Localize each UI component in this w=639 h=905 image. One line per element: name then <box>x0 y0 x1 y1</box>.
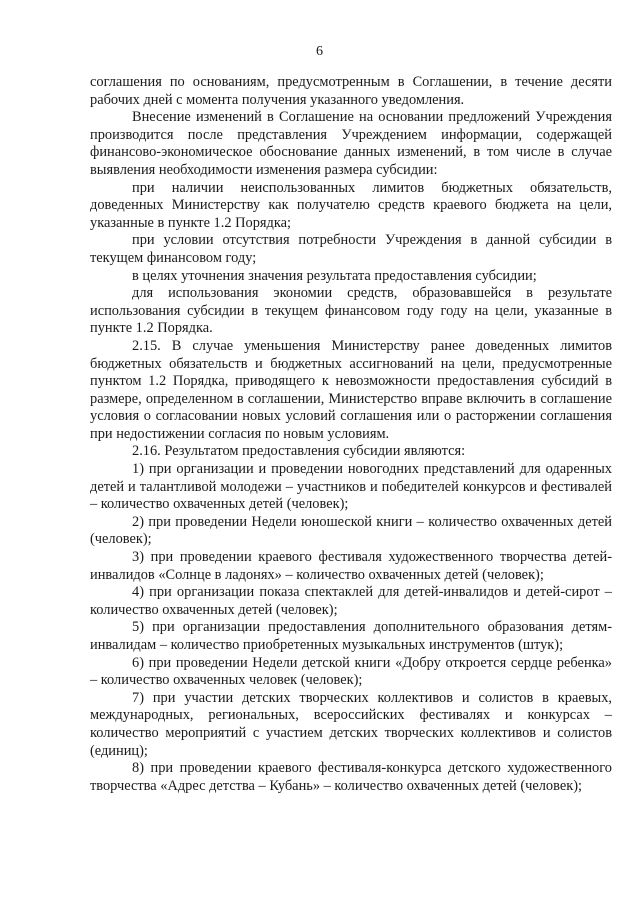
paragraph-continuation: соглашения по основаниям, предусмотренным в Соглашении, в течение десяти рабочих дней с момента получения указанного уведомления. <box>90 74 612 108</box>
list-item-result-4: 4) при организации показа спектаклей для детей-инвалидов и детей-сирот – количество охваченных детей (человек); <box>90 584 612 618</box>
paragraph-clause-2-16: 2.16. Результатом предоставления субсидии являются: <box>132 443 466 460</box>
paragraph-clause-2-15: 2.15. В случае уменьшения Министерству ранее доведенных лимитов бюджетных обязательств и бюджетных ассигнований на цели, предусмотренные пунктом 1.2 Порядка, приводящего к невозможности предоставления субсидий в размере, определенном в соглашении, Министерство вправе включить в соглашение условия о согласовании новых условий соглашения или о расторжении соглашения при недостижении согласия по новым условиям. <box>90 337 612 442</box>
page-number: 6 <box>316 44 323 59</box>
list-item-result-3: 3) при проведении краевого фестиваля художественного творчества детей-инвалидов «Солнце в ладонях» – количество охваченных детей (человек); <box>90 549 612 583</box>
paragraph-no-need: при условии отсутствия потребности Учреждения в данной субсидии в текущем финансовом году; <box>90 232 612 266</box>
list-item-result-1: 1) при организации и проведении новогодних представлений для одаренных детей и талантливой молодежи – участников и победителей конкурсов и фестивалей – количество охваченных детей (человек); <box>90 461 612 513</box>
paragraph-savings: для использования экономии средств, образовавшейся в результате использования субсидии в текущем финансовом году году на цели, указанные в пункте 1.2 Порядка. <box>90 285 612 337</box>
list-item-result-2: 2) при проведении Недели юношеской книги – количество охваченных детей (человек); <box>90 513 612 548</box>
list-item-result-5: 5) при организации предоставления дополнительного образования детям-инвалидам – количество приобретенных музыкальных инструментов (штук); <box>90 619 612 653</box>
paragraph-clarify-result: в целях уточнения значения результата предоставления субсидии; <box>132 267 537 284</box>
list-item-result-6: 6) при проведении Недели детской книги «Добру откроется сердце ребенка» – количество охваченных человек (человек); <box>90 654 612 689</box>
list-item-result-7: 7) при участии детских творческих коллективов и солистов в краевых, международных, региональных, всероссийских фестивалях и конкурсах – количество мероприятий с участием детских творческих коллективов и солистов (единиц); <box>90 689 612 759</box>
document-body <box>90 74 612 795</box>
list-item-result-8: 8) при проведении краевого фестиваля-конкурса детского художественного творчества «Адрес детства – Кубань» – количество охваченных детей (человек); <box>90 760 612 794</box>
paragraph-unused-limits: при наличии неиспользованных лимитов бюджетных обязательств, доведенных Министерству как получателю средств краевого бюджета на цели, указанные в пункте 1.2 Порядка; <box>90 179 612 231</box>
paragraph-agreement-changes: Внесение изменений в Соглашение на основании предложений Учреждения производится после представления Учреждением информации, содержащей финансово-экономическое обоснование данных изменений, в том числе в случае выявления необходимости изменения размера субсидии: <box>90 109 612 178</box>
